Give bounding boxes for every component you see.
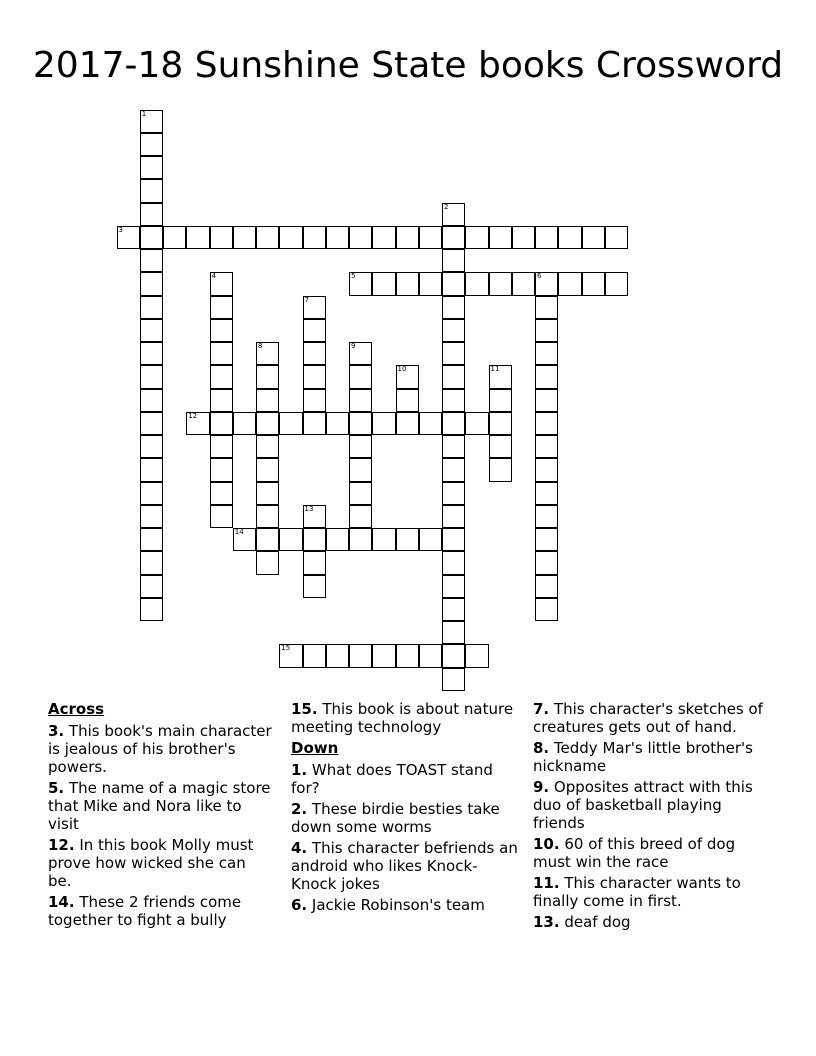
grid-cell[interactable] [140,319,163,342]
grid-cell[interactable] [489,412,512,435]
grid-cell[interactable] [140,389,163,412]
grid-cell[interactable] [140,156,163,179]
clue [48,722,274,776]
grid-cell[interactable] [535,365,558,388]
grid-cell[interactable] [279,644,302,667]
grid-cell[interactable] [117,226,140,249]
grid-cell[interactable] [489,272,512,295]
clues-column-1 [48,700,274,932]
grid-cell[interactable] [535,296,558,319]
grid-cell[interactable] [349,482,372,505]
grid-cell[interactable] [605,272,628,295]
clue-text: This character's sketches of creatures gets out of hand. [533,700,763,736]
clue-number: 3. [48,722,65,740]
grid-cell[interactable] [512,226,535,249]
clues-column-3 [533,700,765,934]
clue-text: Opposites attract with this duo of basketball playing friends [533,778,753,832]
grid-cell[interactable] [256,505,279,528]
clue [533,835,765,871]
grid-cell[interactable] [535,272,558,295]
grid-cell[interactable] [442,435,465,458]
grid-cell[interactable] [582,272,605,295]
grid-cell[interactable] [489,365,512,388]
grid-cell[interactable] [303,365,326,388]
grid-cell[interactable] [396,644,419,667]
clue-number: 4. [291,839,308,857]
grid-cell[interactable] [442,296,465,319]
grid-cell[interactable] [372,226,395,249]
grid-cell[interactable] [349,435,372,458]
clues-column-2 [291,700,519,917]
grid-cell[interactable] [535,458,558,481]
grid-cell[interactable] [210,412,233,435]
grid-cell[interactable] [210,458,233,481]
clue-number: 5. [48,779,65,797]
grid-cell[interactable] [396,528,419,551]
grid-cell[interactable] [442,319,465,342]
grid-cell[interactable] [140,598,163,621]
grid-cell[interactable] [372,528,395,551]
grid-cell[interactable] [326,644,349,667]
clue-number: 14. [48,893,75,911]
grid-cell[interactable] [442,365,465,388]
clue-text: These 2 friends come together to fight a bully [48,893,242,929]
clue-number: 9 [351,342,356,350]
grid-cell[interactable] [442,575,465,598]
across-heading: Across [48,700,105,718]
grid-cell[interactable] [489,458,512,481]
grid-cell[interactable] [210,435,233,458]
grid-cell[interactable] [186,226,209,249]
grid-cell[interactable] [326,528,349,551]
grid-cell[interactable] [442,644,465,667]
clue-number: 14 [234,528,244,536]
grid-cell[interactable] [535,342,558,365]
grid-cell[interactable] [256,458,279,481]
grid-cell[interactable] [535,412,558,435]
clue-number: 8. [533,739,550,757]
grid-cell[interactable] [140,482,163,505]
grid-cell[interactable] [279,412,302,435]
grid-cell[interactable] [303,528,326,551]
clue-text: In this book Molly must prove how wicked she can be. [48,836,254,890]
grid-cell[interactable] [256,342,279,365]
grid-cell[interactable] [372,644,395,667]
grid-cell[interactable] [256,528,279,551]
grid-cell[interactable] [535,505,558,528]
grid-cell[interactable] [303,575,326,598]
grid-cell[interactable] [442,458,465,481]
grid-cell[interactable] [303,412,326,435]
grid-cell[interactable] [303,296,326,319]
grid-cell[interactable] [535,598,558,621]
clue-number: 15. [291,700,318,718]
grid-cell[interactable] [256,551,279,574]
grid-cell[interactable] [396,365,419,388]
clue [48,893,274,929]
clue-text: This book is about nature meeting technology [291,700,514,736]
clue-number: 1. [291,761,308,779]
grid-cell[interactable] [140,342,163,365]
grid-cell[interactable] [279,528,302,551]
grid-cell[interactable] [558,226,581,249]
grid-cell[interactable] [303,505,326,528]
grid-cell[interactable] [535,319,558,342]
clue-text: This character wants to finally come in first. [533,874,741,910]
grid-cell[interactable] [535,551,558,574]
grid-cell[interactable] [256,435,279,458]
grid-cell[interactable] [256,412,279,435]
grid-cell[interactable] [140,226,163,249]
clue-number: 6. [291,896,308,914]
grid-cell[interactable] [140,272,163,295]
grid-cell[interactable] [535,482,558,505]
clue-number: 10. [533,835,560,853]
clue-number: 11. [533,874,560,892]
grid-cell[interactable] [489,435,512,458]
grid-cell[interactable] [233,412,256,435]
grid-cell[interactable] [140,133,163,156]
grid-cell[interactable] [465,644,488,667]
grid-cell[interactable] [140,365,163,388]
grid-cell[interactable] [419,528,442,551]
clue [533,913,765,931]
grid-cell[interactable] [233,226,256,249]
grid-cell[interactable] [419,226,442,249]
grid-cell[interactable] [140,575,163,598]
clue-number: 5 [351,272,356,281]
grid-cell[interactable] [186,412,209,435]
grid-cell[interactable] [442,505,465,528]
grid-cell[interactable] [442,203,465,226]
clue [48,836,274,890]
grid-cell[interactable] [419,272,442,295]
clue-number: 2 [444,202,449,211]
clue [291,761,519,797]
clue-number: 7 [304,295,309,304]
clue [533,739,765,775]
grid-cell[interactable] [372,412,395,435]
clue [291,800,519,836]
grid-cell[interactable] [465,412,488,435]
clue [291,896,519,914]
clue-text: Jackie Robinson's team [307,896,485,914]
clue-number: 10 [397,365,407,374]
grid-cell[interactable] [442,389,465,412]
clue-number: 12. [48,836,75,854]
grid-cell[interactable] [140,110,163,133]
clue-number: 13 [304,504,314,513]
down-heading: Down [291,739,339,757]
grid-cell[interactable] [303,319,326,342]
grid-cell[interactable] [349,389,372,412]
clue [291,839,519,893]
grid-cell[interactable] [349,342,372,365]
grid-cell[interactable] [140,528,163,551]
grid-cell[interactable] [349,505,372,528]
grid-cell[interactable] [303,226,326,249]
clue [291,700,519,736]
grid-cell[interactable] [303,389,326,412]
grid-cell[interactable] [349,272,372,295]
grid-cell[interactable] [349,644,372,667]
clue-number: 3 [118,225,123,234]
grid-cell[interactable] [140,179,163,202]
grid-cell[interactable] [396,272,419,295]
grid-cell[interactable] [489,389,512,412]
grid-cell[interactable] [349,528,372,551]
grid-cell[interactable] [210,365,233,388]
grid-cell[interactable] [535,435,558,458]
grid-cell[interactable] [442,621,465,644]
grid-cell[interactable] [396,389,419,412]
grid-cell[interactable] [582,226,605,249]
grid-cell[interactable] [256,365,279,388]
clue-number: 9. [533,778,550,796]
grid-cell[interactable] [140,505,163,528]
grid-cell[interactable] [512,272,535,295]
clue-number: 13. [533,913,560,931]
clue [533,778,765,832]
grid-cell[interactable] [140,296,163,319]
clue-text: These birdie besties take down some worms [291,800,500,836]
grid-cell[interactable] [140,203,163,226]
grid-cell[interactable] [210,226,233,249]
grid-cell[interactable] [140,551,163,574]
grid-cell[interactable] [465,226,488,249]
clue-number: 4 [211,272,216,281]
clue-number: 8 [258,342,263,350]
grid-cell[interactable] [442,668,465,691]
clue-number: 12 [188,411,198,420]
grid-cell[interactable] [396,226,419,249]
grid-cell[interactable] [303,551,326,574]
grid-cell[interactable] [465,272,488,295]
grid-cell[interactable] [163,226,186,249]
grid-cell[interactable] [442,272,465,295]
grid-cell[interactable] [210,319,233,342]
grid-cell[interactable] [140,249,163,272]
grid-cell[interactable] [233,528,256,551]
grid-cell[interactable] [442,482,465,505]
clue-number: 2. [291,800,308,818]
grid-cell[interactable] [419,412,442,435]
page-title: 2017-18 Sunshine State books Crossword [32,45,784,86]
grid-cell[interactable] [535,575,558,598]
grid-cell[interactable] [326,412,349,435]
grid-cell[interactable] [256,226,279,249]
grid-cell[interactable] [210,482,233,505]
clue-number: 1 [141,109,147,118]
clue-number: 15 [281,644,291,653]
clue-number: 6 [537,272,542,281]
grid-cell[interactable] [605,226,628,249]
clue-text: The name of a magic store that Mike and Nora like to visit [48,779,271,833]
grid-cell[interactable] [442,598,465,621]
grid-cell[interactable] [535,226,558,249]
grid-cell[interactable] [442,249,465,272]
grid-cell[interactable] [442,342,465,365]
grid-cell[interactable] [349,412,372,435]
clue-number: 11 [490,365,500,374]
grid-cell[interactable] [210,505,233,528]
grid-cell[interactable] [535,389,558,412]
grid-cell[interactable] [535,528,558,551]
grid-cell[interactable] [349,458,372,481]
grid-cell[interactable] [210,296,233,319]
grid-cell[interactable] [303,644,326,667]
grid-cell[interactable] [210,342,233,365]
grid-cell[interactable] [558,272,581,295]
grid-cell[interactable] [140,435,163,458]
clue [533,700,765,736]
grid-cell[interactable] [396,412,419,435]
clue-text: This character befriends an android who likes Knock-Knock jokes [291,839,518,893]
grid-cell[interactable] [419,644,442,667]
grid-cell[interactable] [210,389,233,412]
clue-text: 60 of this breed of dog must win the race [533,835,736,871]
grid-cell[interactable] [349,365,372,388]
grid-cell[interactable] [140,412,163,435]
grid-cell[interactable] [489,226,512,249]
clue-text: deaf dog [559,913,631,931]
grid-cell[interactable] [210,272,233,295]
grid-cell[interactable] [442,412,465,435]
grid-cell[interactable] [372,272,395,295]
clue-text: This book's main character is jealous of his brother's powers. [48,722,272,776]
clue-number: 7. [533,700,550,718]
clue-text: Teddy Mar's little brother's nickname [533,739,753,775]
grid-cell[interactable] [256,482,279,505]
grid-cell[interactable] [326,226,349,249]
grid-cell[interactable] [442,528,465,551]
grid-cell[interactable] [140,458,163,481]
grid-cell[interactable] [279,226,302,249]
clue-text: What does TOAST stand for? [291,761,493,797]
clue [533,874,765,910]
grid-cell[interactable] [256,389,279,412]
grid-cell[interactable] [442,551,465,574]
grid-cell[interactable] [303,342,326,365]
grid-cell[interactable] [442,226,465,249]
grid-cell[interactable] [349,226,372,249]
clue [48,779,274,833]
